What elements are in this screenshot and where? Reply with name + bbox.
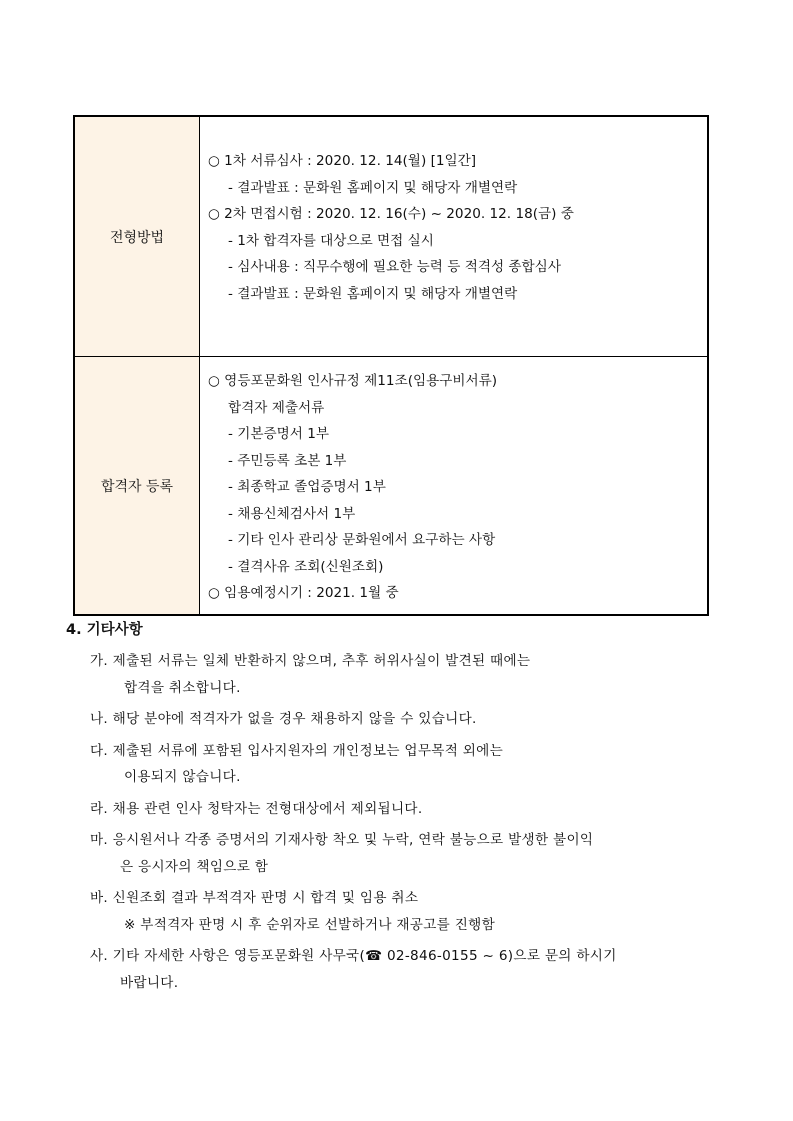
note-item: 라. 채용 관련 인사 청탁자는 전형대상에서 제외됩니다.: [90, 800, 423, 817]
note-item: 마. 응시원서나 각종 증명서의 기재사항 착오 및 누락, 연락 불능으로 발생한 불이익: [90, 832, 594, 848]
content-line: - 기본증명서 1부: [228, 426, 329, 443]
content-line: - 최종학교 졸업증명서 1부: [228, 479, 386, 496]
notes-list: [90, 648, 750, 996]
recruitment-info-table: [73, 115, 709, 616]
content-line: - 결과발표 : 문화원 홈페이지 및 해당자 개별연락: [228, 179, 518, 196]
section-title: 4. 기타사항: [66, 622, 143, 638]
content-line: 합격자 제출서류: [228, 399, 325, 416]
table-row-successful-applicant-registration: [74, 357, 708, 616]
content-line: ○ 임용예정시기 : 2021. 1월 중: [208, 585, 399, 602]
content-line: - 1차 합격자를 대상으로 면접 실시: [228, 232, 434, 249]
row-label-selection-method: 전형방법: [74, 116, 200, 357]
note-item: 나. 해당 분야에 적격자가 없을 경우 채용하지 않을 수 있습니다.: [90, 711, 477, 727]
content-line: ○ 1차 서류심사 : 2020. 12. 14(월) [1일간]: [208, 153, 477, 169]
content-line: - 결과발표 : 문화원 홈페이지 및 해당자 개별연락: [228, 285, 518, 302]
note-item-continued: 합격을 취소합니다.: [124, 679, 241, 696]
content-line: - 채용신체검사서 1부: [228, 505, 356, 522]
content-line: ○ 2차 면접시험 : 2020. 12. 16(수) ~ 2020. 12. 18(금) 중: [208, 206, 574, 222]
note-item-continued: 바랍니다.: [120, 974, 179, 991]
content-line: - 기타 인사 관리상 문화원에서 요구하는 사항: [228, 532, 496, 549]
table-row-selection-method: [74, 116, 708, 357]
note-item: 가. 제출된 서류는 일체 반환하지 않으며, 추후 허위사실이 발견된 때에는: [90, 653, 531, 669]
content-line: - 주민등록 초본 1부: [228, 452, 347, 469]
note-item: 다. 제출된 서류에 포함된 입사지원자의 개인정보는 업무목적 외에는: [90, 742, 504, 759]
note-item: 사. 기타 자세한 사항은 영등포문화원 사무국(☎ 02-846-0155 ~ 6)으로 문의 하시기: [90, 948, 617, 964]
row-content-selection-method: [200, 116, 709, 357]
row-label-registration: 합격자 등록: [74, 357, 200, 616]
note-item-continued: 이용되지 않습니다.: [124, 769, 241, 785]
note-item-reference-mark: ※ 부적격자 판명 시 후 순위자로 선발하거나 재공고를 진행함: [124, 916, 496, 933]
content-line: - 심사내용 : 직무수행에 필요한 능력 등 적격성 종합심사: [228, 259, 561, 275]
row-content-registration: [200, 357, 709, 616]
content-line: ○ 영등포문화원 인사규정 제11조(임용구비서류): [208, 373, 498, 390]
note-item-continued: 은 응시자의 책임으로 함: [120, 858, 269, 875]
note-item: 바. 신원조회 결과 부적격자 판명 시 합격 및 임용 취소: [90, 890, 419, 906]
content-line: - 결격사유 조회(신원조회): [228, 558, 384, 575]
